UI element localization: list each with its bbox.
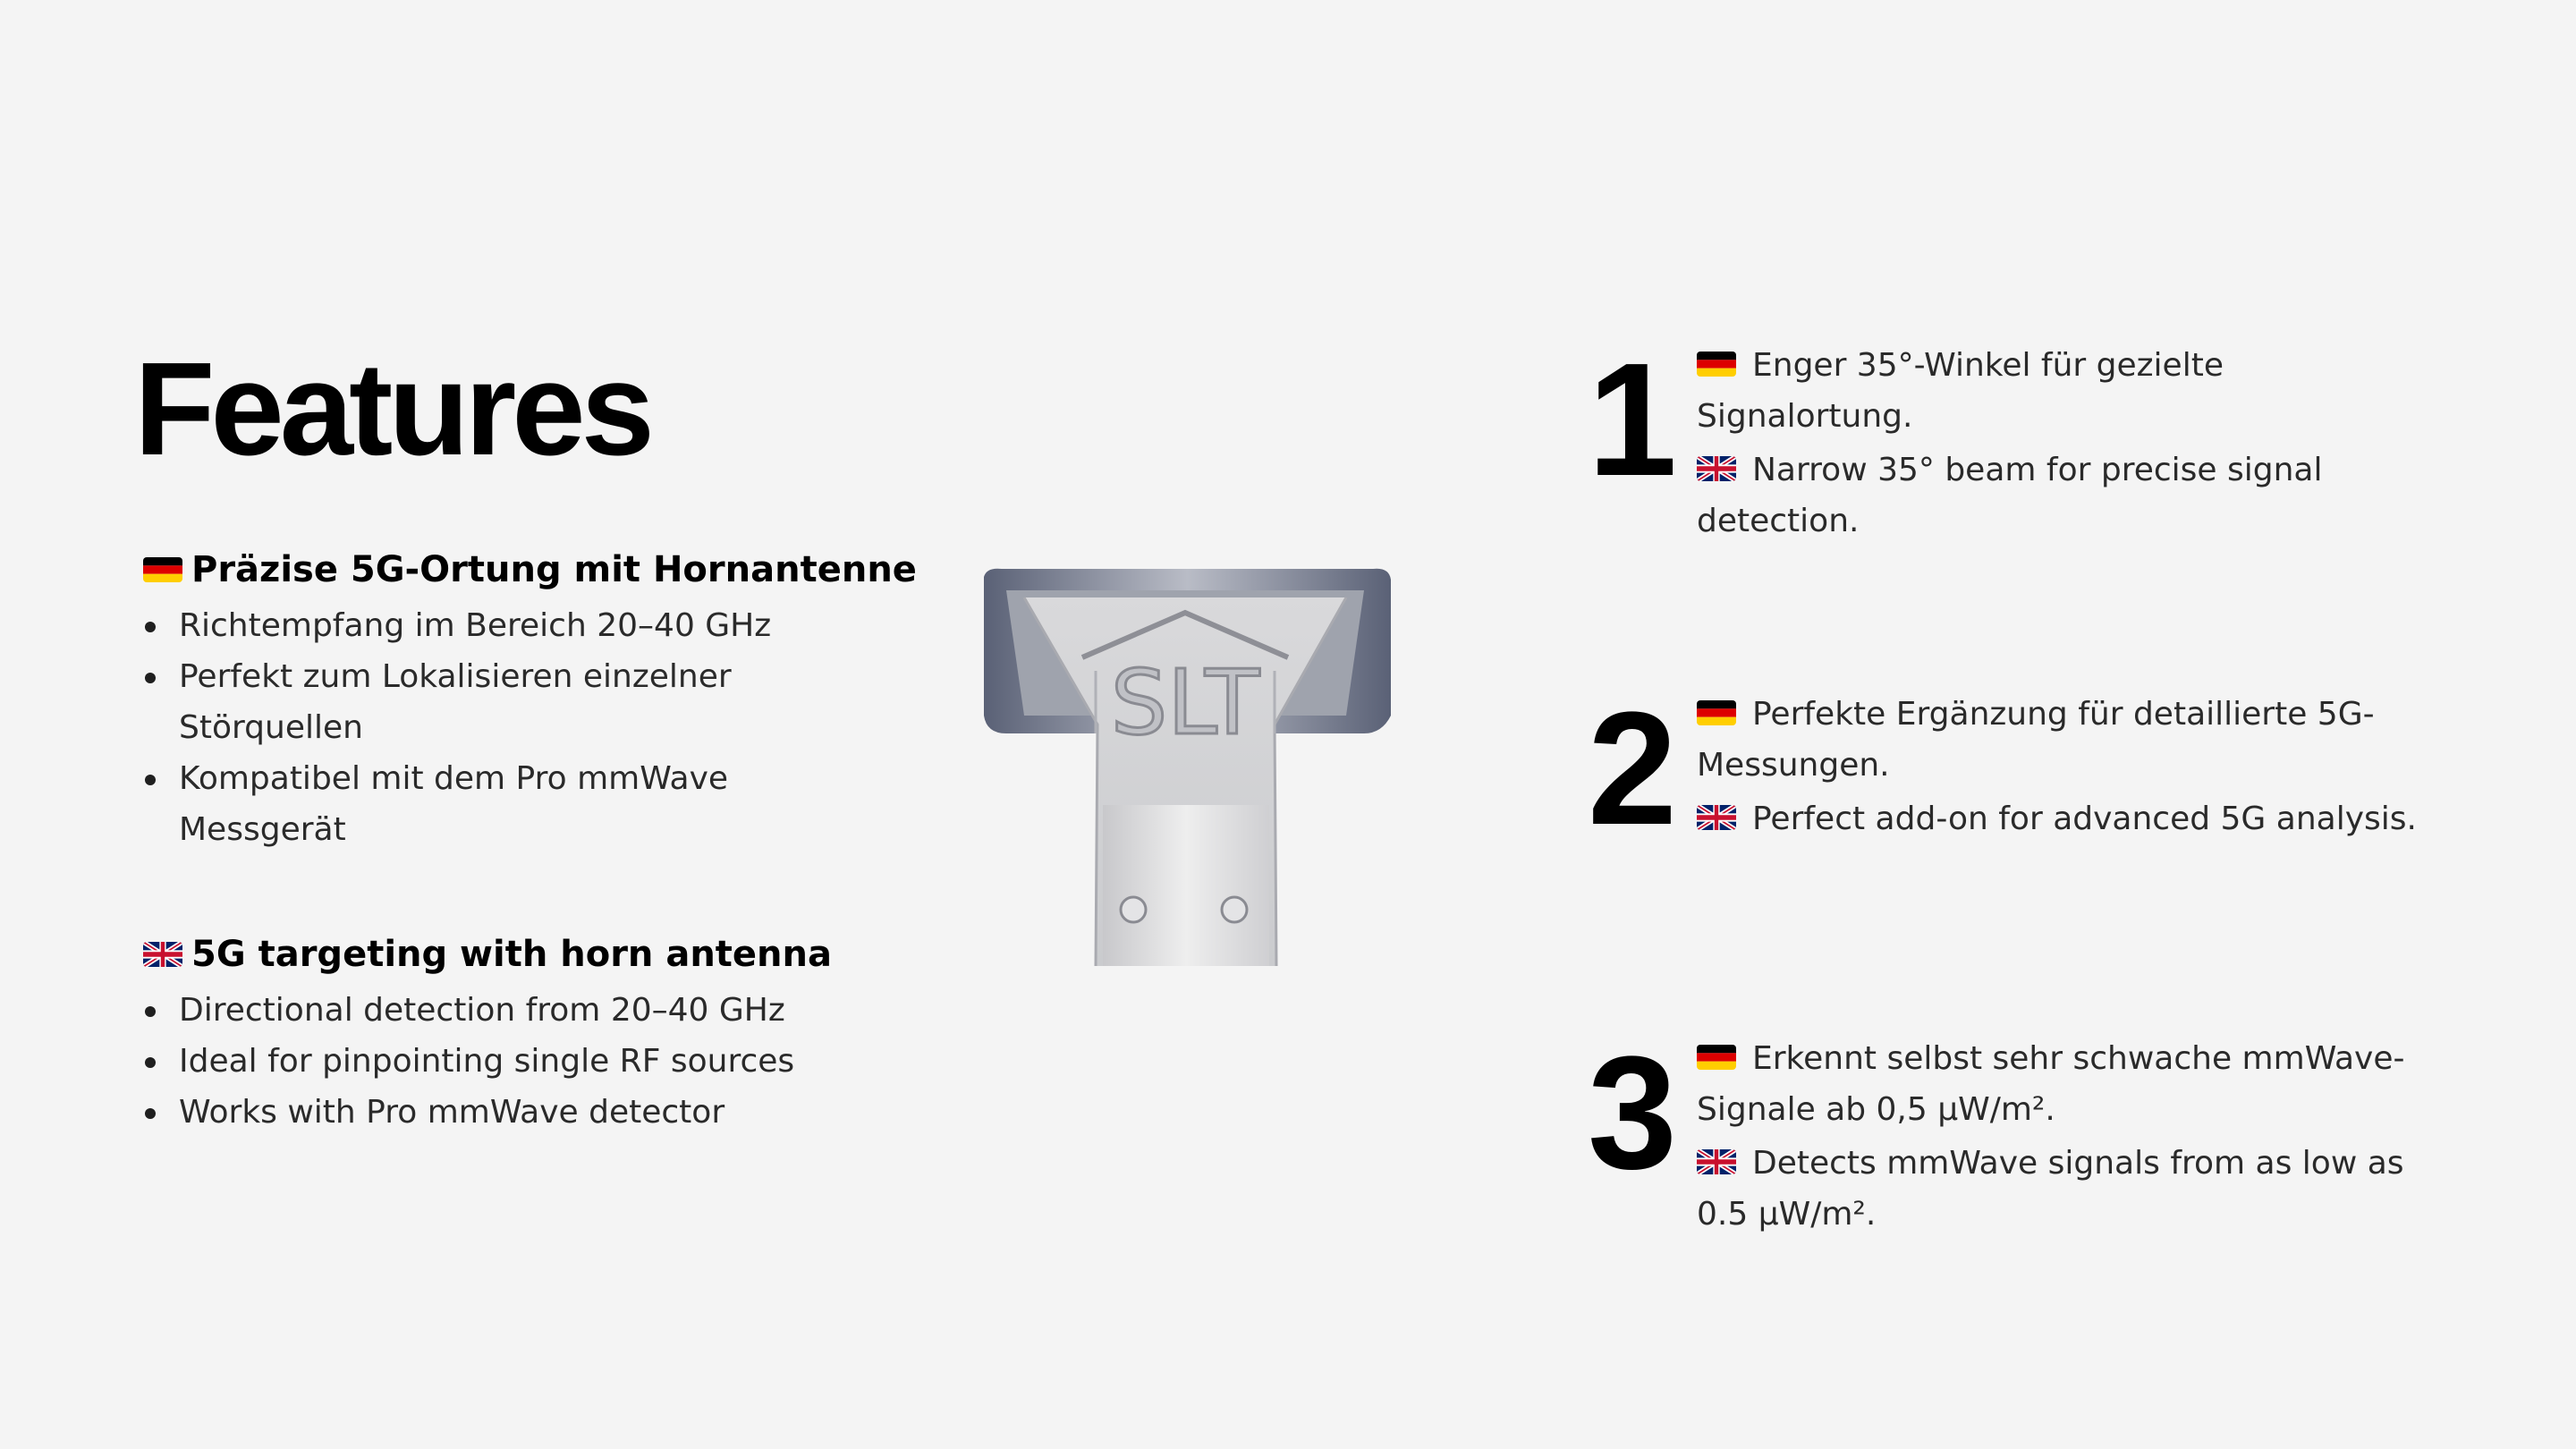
english-block-title-row xyxy=(143,928,930,981)
feature-3-de-text: Erkennt selbst sehr schwache mmWave-Signale ab 0,5 µW/m². xyxy=(1697,1040,2405,1128)
list-item: Perfekt zum Lokalisieren einzelner Störquellen xyxy=(143,651,733,753)
feature-1-en-text: Narrow 35° beam for precise signal detection. xyxy=(1697,452,2323,539)
english-feature-block xyxy=(143,928,930,1138)
feature-text-de xyxy=(1697,689,2430,791)
slt-logo-text: SLT xyxy=(1110,650,1260,755)
feature-number-1: 1 xyxy=(1587,330,1678,510)
germany-flag-icon xyxy=(1697,1045,1736,1070)
uk-flag-icon xyxy=(143,942,182,967)
german-block-title: Präzise 5G-Ortung mit Hornantenne xyxy=(191,549,917,590)
feature-number-2: 2 xyxy=(1587,679,1678,859)
feature-text-en xyxy=(1697,793,2430,844)
german-block-title-row xyxy=(143,543,930,597)
feature-2-en-text: Perfect add-on for advanced 5G analysis. xyxy=(1752,801,2417,837)
list-item: Ideal for pinpointing single RF sources xyxy=(143,1036,930,1087)
german-feature-block xyxy=(143,543,930,855)
list-item: Works with Pro mmWave detector xyxy=(143,1087,930,1138)
feature-text-de xyxy=(1697,1033,2430,1135)
uk-flag-icon xyxy=(1697,805,1736,830)
feature-text-en xyxy=(1697,445,2430,547)
feature-item-2 xyxy=(1697,689,2430,847)
germany-flag-icon xyxy=(1697,352,1736,377)
feature-item-1 xyxy=(1697,340,2430,549)
english-block-title: 5G targeting with horn antenna xyxy=(191,934,832,975)
page-title: Features xyxy=(134,335,650,483)
feature-2-de-text: Perfekte Ergänzung für detaillierte 5G-Messungen. xyxy=(1697,696,2375,784)
list-item: Directional detection from 20–40 GHz xyxy=(143,985,930,1036)
uk-flag-icon xyxy=(1697,456,1736,481)
germany-flag-icon xyxy=(143,557,182,582)
feature-text-en xyxy=(1697,1138,2430,1240)
german-bullet-list xyxy=(143,600,930,855)
uk-flag-icon xyxy=(1697,1149,1736,1174)
list-item: Richtempfang im Bereich 20–40 GHz xyxy=(143,600,930,651)
feature-3-en-text: Detects mmWave signals from as low as 0.5 µW/m². xyxy=(1697,1145,2404,1233)
english-bullet-list xyxy=(143,985,930,1138)
feature-item-3 xyxy=(1697,1033,2430,1242)
horn-antenna-image xyxy=(979,564,1395,966)
feature-1-de-text: Enger 35°-Winkel für gezielte Signalortung. xyxy=(1697,347,2224,435)
list-item: Kompatibel mit dem Pro mmWave Messgerät xyxy=(143,753,733,855)
feature-number-3: 3 xyxy=(1587,1023,1678,1203)
feature-text-de xyxy=(1697,340,2430,442)
germany-flag-icon xyxy=(1697,700,1736,725)
